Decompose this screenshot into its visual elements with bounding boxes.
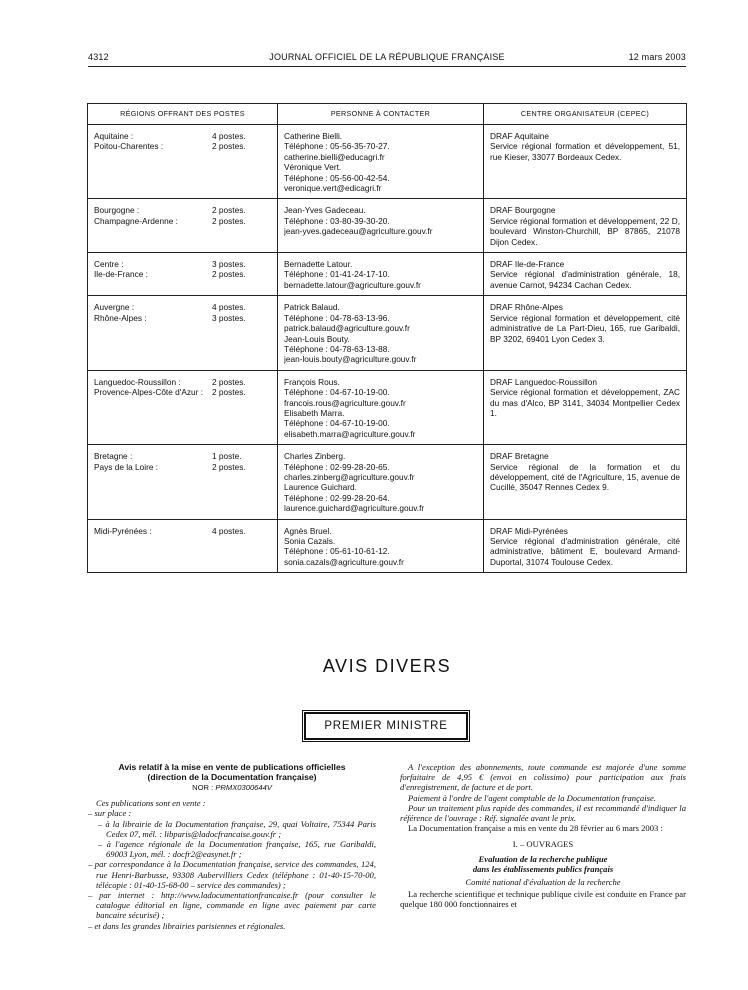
region-name: Provence-Alpes-Côte d'Azur :	[94, 387, 204, 398]
region-line	[94, 302, 271, 312]
table-row	[88, 445, 687, 519]
para-recherche: La recherche scientifique et technique publique civile est conduite en France par quelque 180 000 fonctionnaires et	[400, 889, 686, 910]
contact-line: Téléphone : 02-99-28-20-64.	[284, 492, 390, 503]
regions-cell	[88, 445, 278, 519]
contact-line: Téléphone : 01-41-24-17-10.	[284, 269, 390, 280]
region-posts: 4 postes.	[212, 131, 246, 141]
nor-reference	[88, 783, 376, 793]
contact-cell	[278, 125, 484, 199]
contact-line: Téléphone : 04-67-10-19-00.	[284, 418, 390, 429]
item-sur-place: – sur place :	[88, 808, 132, 819]
region-name: Poitou-Charentes :	[94, 141, 164, 152]
region-name: Centre :	[94, 259, 124, 270]
region-posts: 2 postes.	[212, 205, 246, 216]
center-cell	[484, 253, 687, 296]
item-librairies: – et dans les grandes librairies parisiennes et régionales.	[88, 920, 286, 931]
contact-line: jean-yves.gadeceau@agriculture.gouv.fr	[284, 226, 433, 237]
contact-line: patrick.balaud@agriculture.gouv.fr	[284, 323, 410, 334]
book-author: Comité national d'évaluation de la recherche	[465, 877, 621, 888]
contact-line: veronique.vert@edicagri.fr	[284, 183, 382, 194]
region-posts: 3 postes.	[212, 312, 246, 323]
contact-line: Charles Zinberg.	[284, 451, 346, 462]
book-title-line1: Evaluation de la recherche publique	[478, 853, 608, 864]
region-posts: 2 postes.	[212, 269, 246, 280]
section-ouvrages: I. – OUVRAGES	[512, 839, 574, 850]
region-line	[94, 259, 271, 269]
region-line	[94, 451, 271, 461]
header-center: CENTRE ORGANISATEUR (CEPEC)	[484, 104, 687, 125]
table-row	[88, 370, 687, 444]
region-line	[94, 141, 271, 151]
contact-line: charles.zinberg@agriculture.gouv.fr	[284, 471, 415, 482]
contact-line: Elisabeth Marra.	[284, 407, 345, 418]
contact-cell	[278, 253, 484, 296]
region-name: Auvergne :	[94, 302, 135, 313]
region-name: Pays de la Loire :	[94, 461, 159, 472]
center-cell	[484, 296, 687, 370]
region-line	[94, 131, 271, 141]
region-posts: 1 poste.	[212, 451, 242, 462]
contact-line: Téléphone : 04-78-63-13-96.	[284, 312, 390, 323]
region-posts: 2 postes.	[212, 387, 246, 398]
article-title-line1: Avis relatif à la mise en vente de publications officielles	[118, 762, 346, 772]
region-posts: 3 postes.	[212, 259, 246, 270]
regions-cell	[88, 199, 278, 253]
item-librairie: – à la librairie de la Documentation française, 29, quai Voltaire, 75344 Paris Cedex 07, mél. : libparis@ladocfrancaise.gouv.fr ;	[98, 818, 376, 839]
center-name: DRAF Bourgogne	[490, 205, 556, 216]
region-posts: 2 postes.	[212, 376, 246, 387]
contact-line: Catherine Bielli.	[284, 131, 343, 141]
region-posts: 2 postes.	[212, 461, 246, 472]
region-line	[94, 377, 271, 387]
region-posts: 2 postes.	[212, 215, 246, 226]
issue-date: 12 mars 2003	[628, 52, 686, 62]
contact-line: Téléphone : 02-99-28-20-65.	[284, 461, 390, 472]
center-name: DRAF Bretagne	[490, 451, 549, 462]
header-rule	[88, 66, 686, 67]
contact-cell	[278, 445, 484, 519]
region-line	[94, 387, 271, 397]
table-row	[88, 253, 687, 296]
item-correspondance: – par correspondance à la Documentation française, service des commandes, 124, rue Henri-Barbusse, 93308 Aubervilliers Cedex (téléphone : 01-40-15-70-00, télécopie : 01-40-15-68-00 – service des commandes) ;	[88, 859, 376, 890]
contact-line: Agnès Bruel.	[284, 525, 332, 536]
contact-line: Téléphone : 03-80-39-30-20.	[284, 215, 390, 226]
contact-line: francois.rous@agriculture.gouv.fr	[284, 397, 406, 408]
regions-table	[87, 103, 687, 573]
contact-line: jean-louis.bouty@agriculture.gouv.fr	[284, 354, 417, 365]
center-address: Service régional d'administration générale, 18, avenue Carnot, 94234 Cachan Cedex.	[490, 269, 680, 290]
contact-line: Laurence Guichard.	[284, 482, 357, 493]
contact-line: catherine.bielli@educagri.fr	[284, 151, 385, 162]
region-line	[94, 462, 271, 472]
contact-cell	[278, 370, 484, 444]
table-row	[88, 296, 687, 370]
region-name: Languedoc-Roussillon :	[94, 376, 181, 387]
article-left-column	[88, 762, 376, 931]
center-name: DRAF Midi-Pyrénées	[490, 525, 568, 536]
region-name: Aquitaine :	[94, 131, 134, 141]
article-title	[88, 762, 376, 782]
region-name: Bourgogne :	[94, 205, 140, 216]
contact-line: François Rous.	[284, 376, 340, 387]
center-address: Service régional formation et développement, 51, rue Kieser, 33077 Bordeaux Cedex.	[490, 141, 680, 162]
regions-cell	[88, 253, 278, 296]
region-line	[94, 216, 271, 226]
article-title-line2: (direction de la Documentation française)	[147, 772, 317, 782]
contact-line: Téléphone : 05-56-35-70-27.	[284, 141, 390, 152]
contact-line: bernadette.latour@agriculture.gouv.fr	[284, 279, 421, 290]
region-line	[94, 269, 271, 279]
table-body	[88, 125, 687, 573]
header-contact: PERSONNE À CONTACTER	[278, 104, 484, 125]
page-number: 4312	[88, 52, 109, 62]
contact-line: Patrick Balaud.	[284, 302, 340, 313]
region-line	[94, 313, 271, 323]
region-line	[94, 526, 271, 536]
table-row	[88, 199, 687, 253]
journal-title: JOURNAL OFFICIEL DE LA RÉPUBLIQUE FRANÇAISE	[269, 52, 505, 62]
contact-line: Sonia Cazals.	[284, 536, 336, 546]
nor-code: PRMX0300644V	[215, 783, 272, 792]
table-header-row	[88, 104, 687, 125]
center-address: Service régional formation et développement, 22 D, boulevard Winston-Churchill, BP 87865, 21078 Dijon Cedex.	[490, 215, 680, 247]
contact-line: Téléphone : 04-78-63-13-88.	[284, 343, 390, 354]
article-right-column	[400, 762, 686, 910]
regions-cell	[88, 296, 278, 370]
regions-cell	[88, 370, 278, 444]
contact-line: Bernadette Latour.	[284, 259, 353, 270]
contact-cell	[278, 199, 484, 253]
center-cell	[484, 370, 687, 444]
center-name: DRAF Ile-de-France	[490, 259, 565, 270]
contact-line: sonia.cazals@agriculture.gouv.fr	[284, 556, 404, 567]
region-posts: 4 postes.	[212, 302, 246, 313]
para-mise-en-vente: La Documentation française a mis en vente du 28 février au 6 mars 2003 :	[408, 823, 663, 834]
para-traitement: Pour un traitement plus rapide des commandes, il est recommandé d'indiquer la référence de l'ouvrage : Réf. signalée avant le prix.	[400, 802, 686, 824]
center-cell	[484, 199, 687, 253]
table-row	[88, 125, 687, 199]
page-header	[88, 52, 686, 66]
region-name: Rhône-Alpes :	[94, 312, 147, 323]
region-name: Midi-Pyrénées :	[94, 525, 152, 536]
table-row	[88, 519, 687, 573]
regions-cell	[88, 519, 278, 573]
center-name: DRAF Languedoc-Roussillon	[490, 376, 597, 387]
contact-line: elisabeth.marra@agriculture.gouv.fr	[284, 428, 416, 439]
center-cell	[484, 519, 687, 573]
regions-cell	[88, 125, 278, 199]
para-exception: A l'exception des abonnements, toute commande est majorée d'une somme forfaitaire de 4,95 € (envoi en colissimo) pour participation aux frais d'enregistrement, de facture et de port.	[400, 762, 686, 793]
contact-cell	[278, 296, 484, 370]
contact-line: Jean-Louis Bouty.	[284, 333, 350, 344]
region-name: Ile-de-France :	[94, 269, 148, 280]
nor-label: NOR :	[192, 783, 214, 792]
center-cell	[484, 125, 687, 199]
contact-line: Téléphone : 05-61-10-61-12.	[284, 546, 390, 557]
header-regions: RÉGIONS OFFRANT DES POSTES	[88, 104, 278, 125]
center-address: Service régional formation et développement, ZAC du mas d'Alco, BP 3141, 34034 Montpellier Cedex 1.	[490, 387, 680, 418]
ministry-box: PREMIER MINISTRE	[304, 712, 468, 740]
region-posts: 2 postes.	[212, 141, 246, 152]
contact-line: Jean-Yves Gadeceau.	[284, 205, 366, 216]
center-name: DRAF Aquitaine	[490, 131, 550, 141]
region-name: Champagne-Ardenne :	[94, 215, 178, 226]
center-address: Service régional d'administration générale, cité administrative, bâtiment E, boulevard Armand-Duportal, 31074 Toulouse Cedex.	[490, 536, 680, 567]
book-title-line2: dans les établissements publics français	[472, 863, 614, 874]
contact-line: Téléphone : 05-56-00-42-54.	[284, 172, 390, 183]
contact-line: laurence.guichard@agriculture.gouv.fr	[284, 503, 425, 514]
center-name: DRAF Rhône-Alpes	[490, 302, 563, 313]
contact-line: Téléphone : 04-67-10-19-00.	[284, 387, 390, 398]
center-address: Service régional formation et développement, cité administrative de La Part-Dieu, 165, rue Garibaldi, BP 3202, 69401 Lyon Cedex 3.	[490, 312, 680, 344]
para-paiement: Paiement à l'ordre de l'agent comptable de la Documentation française.	[408, 792, 656, 803]
section-title: AVIS DIVERS	[322, 656, 452, 676]
contact-cell	[278, 519, 484, 573]
region-line	[94, 205, 271, 215]
center-address: Service régional de la formation et du développement, cité de l'Agriculture, 15, avenue de Cucillé, 35047 Rennes Cedex 9.	[490, 461, 680, 493]
region-posts: 4 postes.	[212, 525, 246, 536]
center-cell	[484, 445, 687, 519]
intro-paragraph: Ces publications sont en vente :	[96, 798, 206, 809]
item-internet: – par internet : http://www.ladocumentationfrancaise.fr (pour consulter le catalogue éditorial en ligne, commande en ligne avec paiement par carte bancaire sécurisé) ;	[88, 890, 376, 921]
contact-line: Véronique Vert.	[284, 162, 342, 173]
item-agence: – à l'agence régionale de la Documentation française, 165, rue Garibaldi, 69003 Lyon, mél. : docfr2@easynet.fr ;	[98, 839, 376, 860]
region-name: Bretagne :	[94, 451, 133, 462]
